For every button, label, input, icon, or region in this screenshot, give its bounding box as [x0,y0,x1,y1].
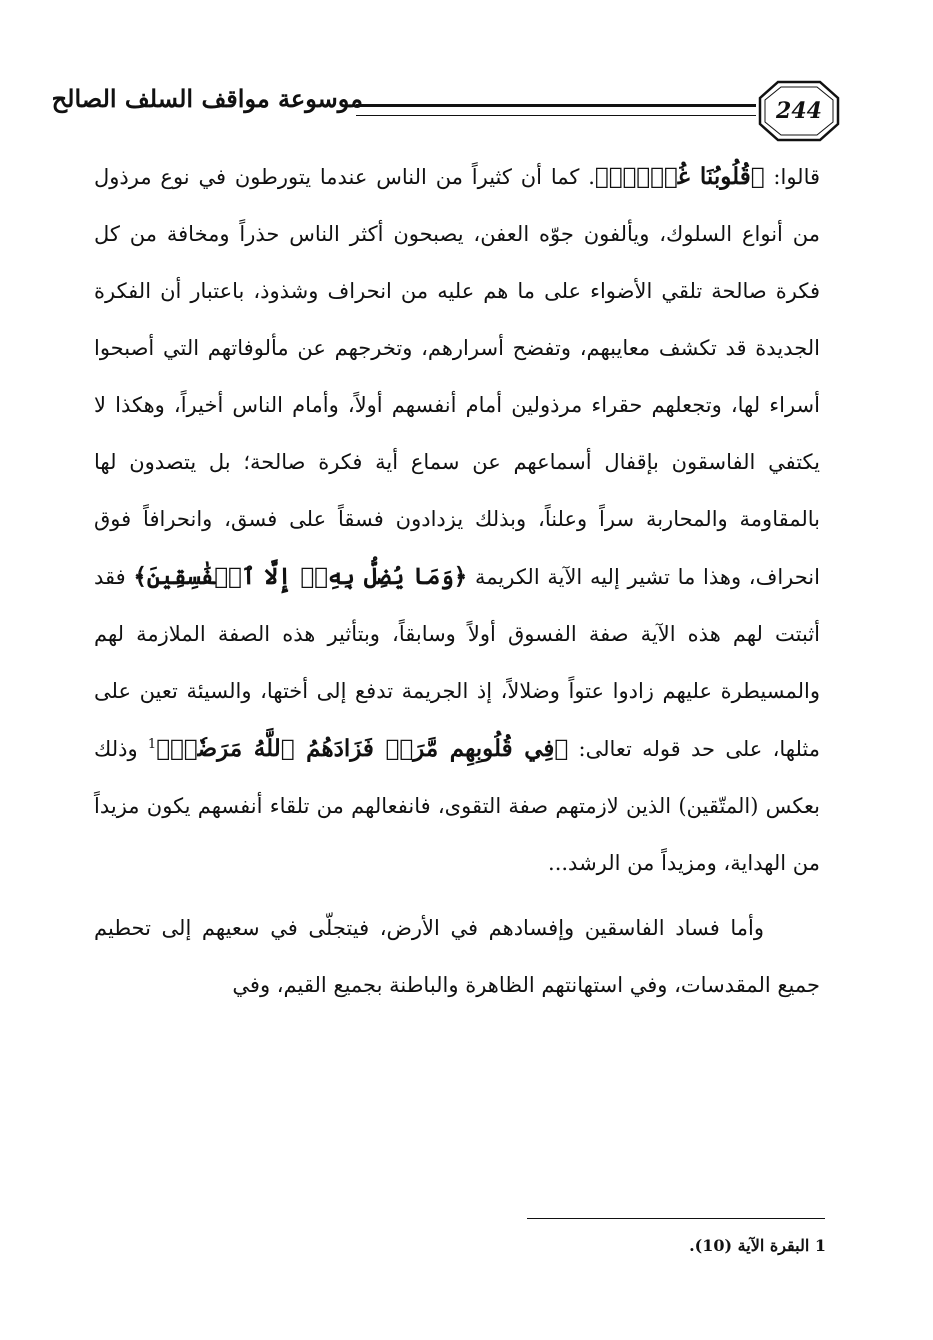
text-segment: . كما أن كثيراً من الناس عندما يتورطون في نوع مرذول من أنواع السلوك، ويألفون جوّه العفن، يصبحون أكثر الناس حذراً ومخافة من كل فكرة صالحة تلقي الأضواء على ما هم عليه من انحراف وشذوذ، باعتبار أن الفكرة الجديدة قد تكشف معايبهم، وتفضح أسرارهم، وتخرجهم عن مألوفاتهم التي أصبحوا أسراء لها، وتجعلهم حقراء مرذولين أمام أنفسهم أولاً، وأمام الناس أخيراً، وهكذا لا يكتفي الفاسقون بإقفال أسماعهم عن سماع أية فكرة صالحة؛ بل يتصدون لها بالمقاومة والمحاربة سراً وعلناً، وبذلك يزدادون فسقاً على فسق، وانحرافاً فوق انحراف، وهذا ما تشير إليه الآية الكريمة [94,165,820,589]
quran-verse: ﴿قُلُوبُنَا غُلۡفُۢ﴾ [594,163,765,190]
quran-verse: ﴿فِي قُلُوبِهِم مَّرَضٞ فَزَادَهُمُ ٱللَّهُ مَرَضٗاۖ﴾ [156,735,569,762]
footnote-divider [527,1218,825,1219]
footnote [520,1236,826,1255]
text-segment: فقد أثبتت لهم هذه الآية صفة الفسوق أولاً وسابقاً، وبتأثير هذه الصفة الملازمة لهم والمسيطرة عليهم زادوا عتواً وضلالاً، إذ الجريمة تدفع إلى أختها، والسيئة تعين على مثلها، على حد قوله تعالى: [94,565,821,761]
text-segment: قالوا: [764,165,820,189]
text-segment: وذلك بعكس (المتّقين) الذين لازمتهم صفة التقوى، فانفعالهم من تلقاء أنفسهم يكون مزيداً من الهداية، ومزيداً من الرشد... [94,737,820,875]
page-header [51,66,848,158]
footnote-text: البقرة الآية (10). [689,1236,810,1255]
series-title: موسوعة مواقف السلف الصالح [51,84,363,113]
paragraph-2: وأما فساد الفاسقين وإفسادهم في الأرض، فيتجلّى في سعيهم إلى تحطيم جميع المقدسات، وفي استهانتهم الظاهرة والباطنة بجميع القيم، وفي [94,916,820,997]
paragraph-1 [94,148,820,892]
footnote-reference[interactable]: 1 [147,737,157,752]
footnote-number: 1 [814,1236,826,1255]
quran-verse: ﴿وَمَا يُضِلُّ بِهِۦٓ إِلَّا ٱلۡفَٰسِقِينَ﴾ [133,563,468,590]
header-rule [356,104,756,116]
page-number-badge [758,80,840,142]
page-number: 244 [776,98,822,124]
main-text [94,148,820,1014]
